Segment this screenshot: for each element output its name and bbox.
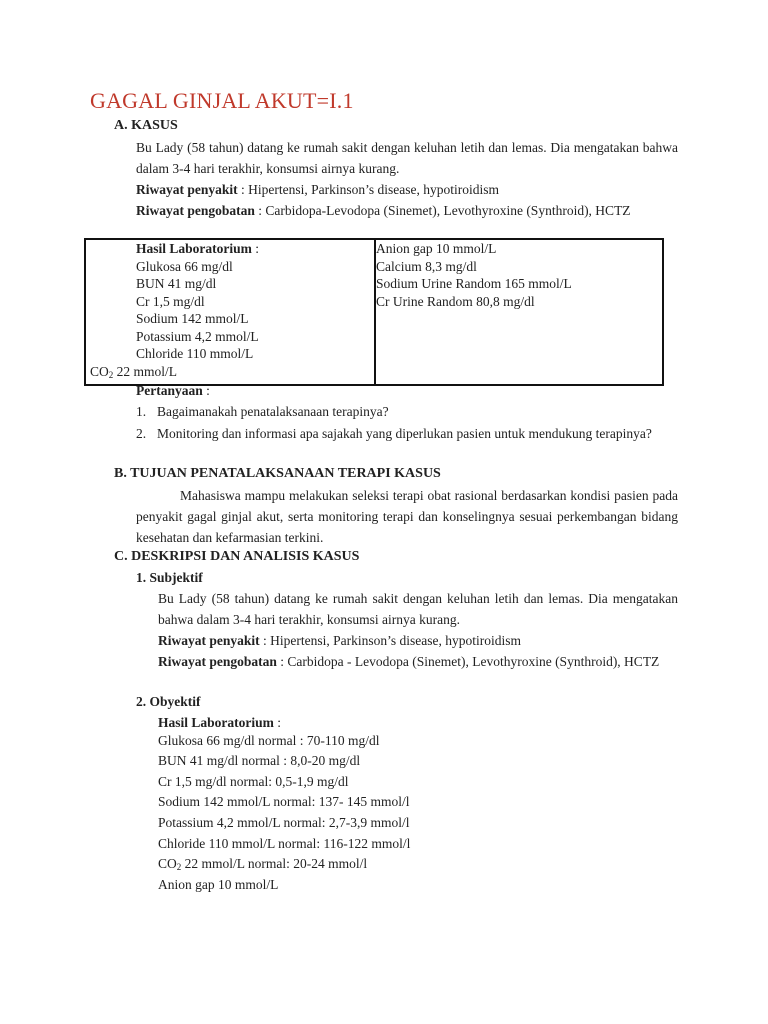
co2-line-value: 22 mmol/L normal: 20-24 mmol/l xyxy=(181,856,368,871)
lab-item-co2 xyxy=(86,363,374,385)
subjektif-riwayat-pengobatan-label: Riwayat pengobatan xyxy=(158,654,277,669)
obyektif-line: Cr 1,5 mg/dl normal: 0,5-1,9 mg/dl xyxy=(158,774,349,789)
riwayat-penyakit-label: Riwayat penyakit xyxy=(136,182,238,197)
obyektif-anion-line: Anion gap 10 mmol/L xyxy=(158,877,279,892)
question-text: Bagaimanakah penatalaksanaan terapinya? xyxy=(157,404,389,419)
subjektif-heading: 1. Subjektif xyxy=(136,570,203,585)
question-num: 2. xyxy=(136,426,147,441)
co2-sub: 2 xyxy=(176,862,182,872)
lab-item: Potassium 4,2 mmol/L xyxy=(136,328,259,344)
riwayat-pengobatan-label: Riwayat pengobatan xyxy=(136,203,255,218)
subjektif-riwayat-pengobatan xyxy=(158,651,678,672)
lab-item: Sodium 142 mmol/L xyxy=(136,311,249,326)
question-text: Monitoring dan informasi apa sajakah yang diperlukan pasien untuk mendukung terapinya? xyxy=(157,426,652,441)
riwayat-penyakit-value: : Hipertensi, Parkinson’s disease, hypotiroidism xyxy=(237,182,499,197)
lab-item: Calcium 8,3 mg/dl xyxy=(376,258,477,274)
case-intro: Bu Lady (58 tahun) datang ke rumah sakit dengan keluhan letih dan lemas. Dia mengatakan bahwa dalam 3-4 hari terakhir, konsumsi airnya kurang. xyxy=(136,140,678,176)
subjektif-riwayat-penyakit xyxy=(158,630,678,651)
subjektif-intro: Bu Lady (58 tahun) datang ke rumah sakit dengan keluhan letih dan lemas. Dia mengatakan bahwa dalam 3-4 hari terakhir, konsumsi airnya kurang. xyxy=(158,591,678,627)
hasil-lab-label: Hasil Laboratorium xyxy=(158,715,274,730)
pertanyaan-label: Pertanyaan xyxy=(136,383,203,398)
co2-prefix: CO xyxy=(158,856,177,871)
obyektif-line: BUN 41 mg/dl normal : 8,0-20 mg/dl xyxy=(158,753,361,768)
subjektif-riwayat-pengobatan-value: : Carbidopa - Levodopa (Sinemet), Levothyroxine (Synthroid), HCTZ xyxy=(276,654,660,669)
lab-header xyxy=(86,240,374,258)
riwayat-pengobatan-value: : Carbidopa-Levodopa (Sinemet), Levothyroxine (Synthroid), HCTZ xyxy=(254,203,631,218)
question-num: 1. xyxy=(136,404,147,419)
obyektif-co2-line xyxy=(158,856,367,872)
lab-results-table xyxy=(84,238,664,386)
obyektif-line: Glukosa 66 mg/dl normal : 70-110 mg/dl xyxy=(158,733,380,748)
co2-sub: 2 xyxy=(108,369,114,380)
lab-item: Glukosa 66 mg/dl xyxy=(136,258,233,274)
lab-header-label: Hasil Laboratorium xyxy=(136,241,252,256)
co2-prefix: CO xyxy=(90,363,109,379)
pertanyaan-colon: : xyxy=(202,383,210,398)
lab-item: BUN 41 mg/dl xyxy=(136,276,217,291)
lab-header-colon: : xyxy=(251,241,260,256)
lab-item: Anion gap 10 mmol/L xyxy=(376,241,497,256)
hasil-lab-heading xyxy=(158,715,281,731)
section-b-heading: B. TUJUAN PENATALAKSANAAN TERAPI KASUS xyxy=(114,466,441,481)
lab-right-column xyxy=(375,239,663,385)
lab-item: Cr Urine Random 80,8 mg/dl xyxy=(376,293,535,309)
section-c-heading: C. DESKRIPSI DAN ANALISIS KASUS xyxy=(114,549,360,564)
lab-left-column xyxy=(85,239,375,385)
section-a-heading: A. KASUS xyxy=(114,118,178,133)
obyektif-heading: 2. Obyektif xyxy=(136,694,201,709)
page-title: GAGAL GINJAL AKUT=I.1 xyxy=(90,88,354,113)
lab-item: Chloride 110 mmol/L xyxy=(136,346,254,361)
subjektif-riwayat-penyakit-label: Riwayat penyakit xyxy=(158,633,260,648)
lab-item: Sodium Urine Random 165 mmol/L xyxy=(376,276,572,291)
riwayat-pengobatan xyxy=(136,200,678,221)
obyektif-line: Potassium 4,2 mmol/L normal: 2,7-3,9 mmol/l xyxy=(158,815,410,830)
obyektif-line: Sodium 142 mmol/L normal: 137- 145 mmol/l xyxy=(158,794,410,809)
obyektif-line: Chloride 110 mmol/L normal: 116-122 mmol/l xyxy=(158,836,411,851)
subjektif-riwayat-penyakit-value: : Hipertensi, Parkinson’s disease, hypotiroidism xyxy=(259,633,521,648)
section-b-text: Mahasiswa mampu melakukan seleksi terapi obat rasional berdasarkan kondisi pasien pada penyakit gagal ginjal akut, serta monitoring terapi dan konselingnya sesuai perkembangan bidang kesehatan dan kefarmasian terkini. xyxy=(136,488,678,545)
riwayat-penyakit xyxy=(136,179,678,200)
co2-value: 22 mmol/L xyxy=(113,363,178,379)
lab-item: Cr 1,5 mg/dl xyxy=(136,293,205,309)
hasil-lab-colon: : xyxy=(273,715,282,730)
pertanyaan-heading xyxy=(136,383,210,399)
